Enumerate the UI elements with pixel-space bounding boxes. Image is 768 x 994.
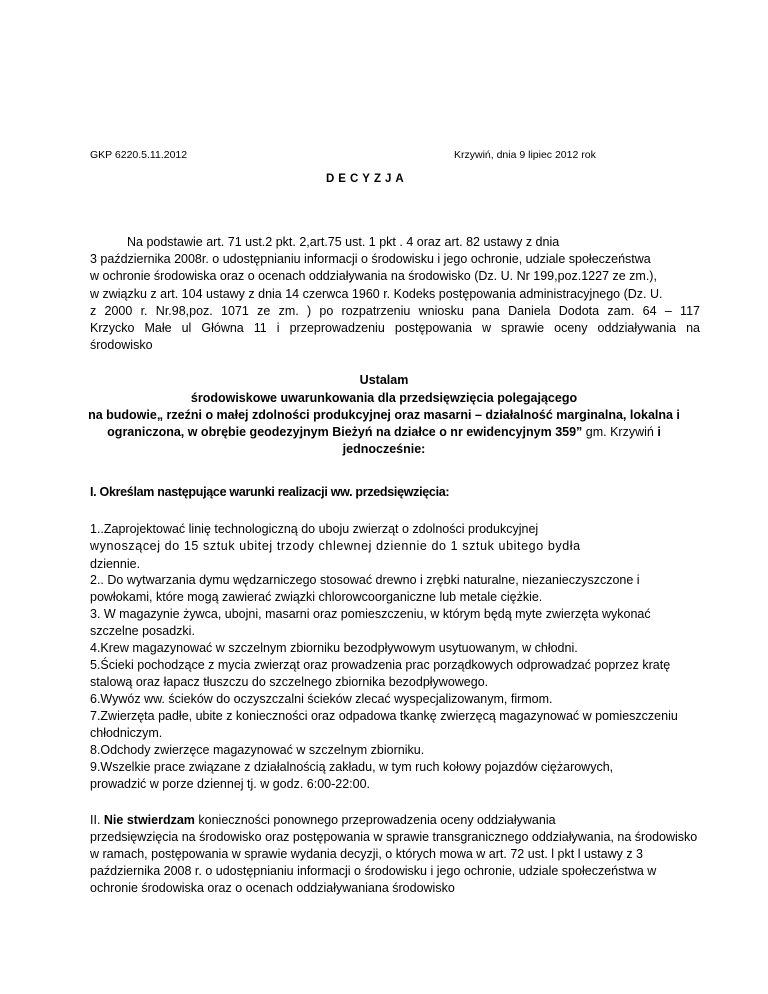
intro-line-7: środowisko (90, 338, 153, 352)
item-1-line-3: dziennie. (90, 557, 141, 571)
reference-number: GKP 6220.5.11.2012 (90, 149, 188, 161)
ustalam-line-3-tail: gm. Krzywiń (582, 425, 658, 439)
ustalam-line-2: na budowie„ rzeźni o małej zdolności produkcyjnej oraz masarni – działalność marginalna, lokalna i (88, 408, 680, 422)
section-2-line-3: w ramach, postępowania w sprawie wydania decyzji, o których mowa w art. 72 ust. l pkt l ustawy z 3 (90, 847, 644, 861)
item-3-line-1: 3. W magazynie żywca, ubojni, masarni oraz pomieszczeniu, w którym będą myte zwierzęta wykonać (90, 607, 651, 621)
ustalam-line-3 (0, 424, 768, 440)
ustalam-line-3-end: i (657, 425, 661, 439)
section-2-line-1-rest: konieczności ponownego przeprowadzenia oceny oddziaływania (194, 813, 556, 827)
item-2-line-1: 2.. Do wytwarzania dymu wędzarniczego stosować drewno i zrębki naturalne, niezanieczyszczone i (90, 573, 640, 587)
intro-line-4: w związku z art. 104 ustawy z dnia 14 czerwca 1960 r. Kodeks postępowania administracyjnego (Dz. U. (90, 287, 663, 301)
intro-line-3: w ochronie środowiska oraz o ocenach oddziaływania na środowisko (Dz. U. Nr 199,poz.1227 ze zm.), (90, 269, 657, 283)
item-8-line-1: 8.Odchody zwierzęce magazynować w szczelnym zbiorniku. (90, 743, 425, 757)
item-1-line-1: 1..Zaprojektować linię technologiczną do uboju zwierząt o zdolności produkcyjnej (90, 522, 539, 536)
section-2-bold: Nie stwierdzam (103, 813, 195, 827)
section-2-line-1 (90, 812, 556, 828)
intro-line-2: 3 października 2008r. o udostępnianiu informacji o środowisku i jego ochronie, udziale społeczeństwa (90, 252, 651, 266)
item-5-line-2: stalową oraz łapacz tłuszczu do szczelnego zbiornika bezodpływowego. (90, 675, 489, 689)
item-2-line-2: powłokami, które mogą zawierać związki chlorowcoorganiczne lub metale ciężkie. (90, 590, 543, 604)
section-2-line-5: ochronie środowiska oraz o ocenach oddziaływaniana środowisko (90, 881, 455, 895)
ustalam-line-4: jednocześnie: (342, 442, 426, 456)
ustalam-line-3-bold: ograniczona, w obrębie geodezyjnym Bieżyń na działce o nr ewidencyjnym 359” (107, 425, 583, 439)
ustalam-line-1: środowiskowe uwarunkowania dla przedsięwzięcia polegającego (190, 391, 578, 405)
item-1-line-2: wynoszącej do 15 sztuk ubitej trzody chlewnej dziennie do 1 sztuk ubitego bydła (90, 539, 581, 553)
item-6-line-1: 6.Wywóz ww. ścieków do oczyszczalni ścieków zlecać wyspecjalizowanym, firmom. (90, 692, 553, 706)
item-9-line-1: 9.Wszelkie prace związane z działalnością zakładu, w tym ruch kołowy pojazdów ciężarowych, (90, 760, 614, 774)
intro-line-6: Krzycko Małe ul Główna 11 i przeprowadzeniu postępowania w sprawie oceny oddziaływania na (90, 321, 700, 335)
item-4-line-1: 4.Krew magazynować w szczelnym zbiorniku bezodpływowym usytuowanym, w chłodni. (90, 641, 578, 655)
section-2-line-2: przedsięwzięcia na środowisko oraz postępowania w sprawie transgranicznego oddziaływania, na środowisko (90, 830, 698, 844)
place-and-date: Krzywiń, dnia 9 lipiec 2012 rok (454, 149, 596, 161)
item-7-line-2: chłodniczym. (90, 726, 163, 740)
intro-line-1: Na podstawie art. 71 ust.2 pkt. 2,art.75 ust. 1 pkt . 4 oraz art. 82 ustawy z dnia (127, 235, 560, 249)
item-5-line-1: 5.Ścieki pochodzące z mycia zwierząt oraz prowadzenia prac porządkowych odprowadzać poprzez kratę (90, 658, 671, 672)
section-2-prefix: II. (90, 813, 104, 827)
ustalam-heading: Ustalam (359, 373, 409, 387)
section-1-heading: I. Określam następujące warunki realizacji ww. przedsięwzięcia: (90, 485, 450, 499)
item-3-line-2: szczelne posadzki. (90, 624, 195, 638)
item-7-line-1: 7.Zwierzęta padłe, ubite z konieczności oraz odpadowa tkankę zwierzęcą magazynować w pomieszczeniu (90, 709, 678, 723)
document-title: DECYZJA (326, 173, 408, 185)
section-2-line-4: października 2008 r. o udostępnianiu informacji o środowisku i jego ochronie, udziale społeczeństwa w (90, 864, 657, 878)
item-9-line-2: prowadzić w porze dziennej tj. w godz. 6:00-22:00. (90, 777, 371, 791)
intro-line-5: z 2000 r. Nr.98,poz. 1071 ze zm. ) po rozpatrzeniu wniosku pana Daniela Dodota zam. 64 – 117 (90, 304, 700, 318)
